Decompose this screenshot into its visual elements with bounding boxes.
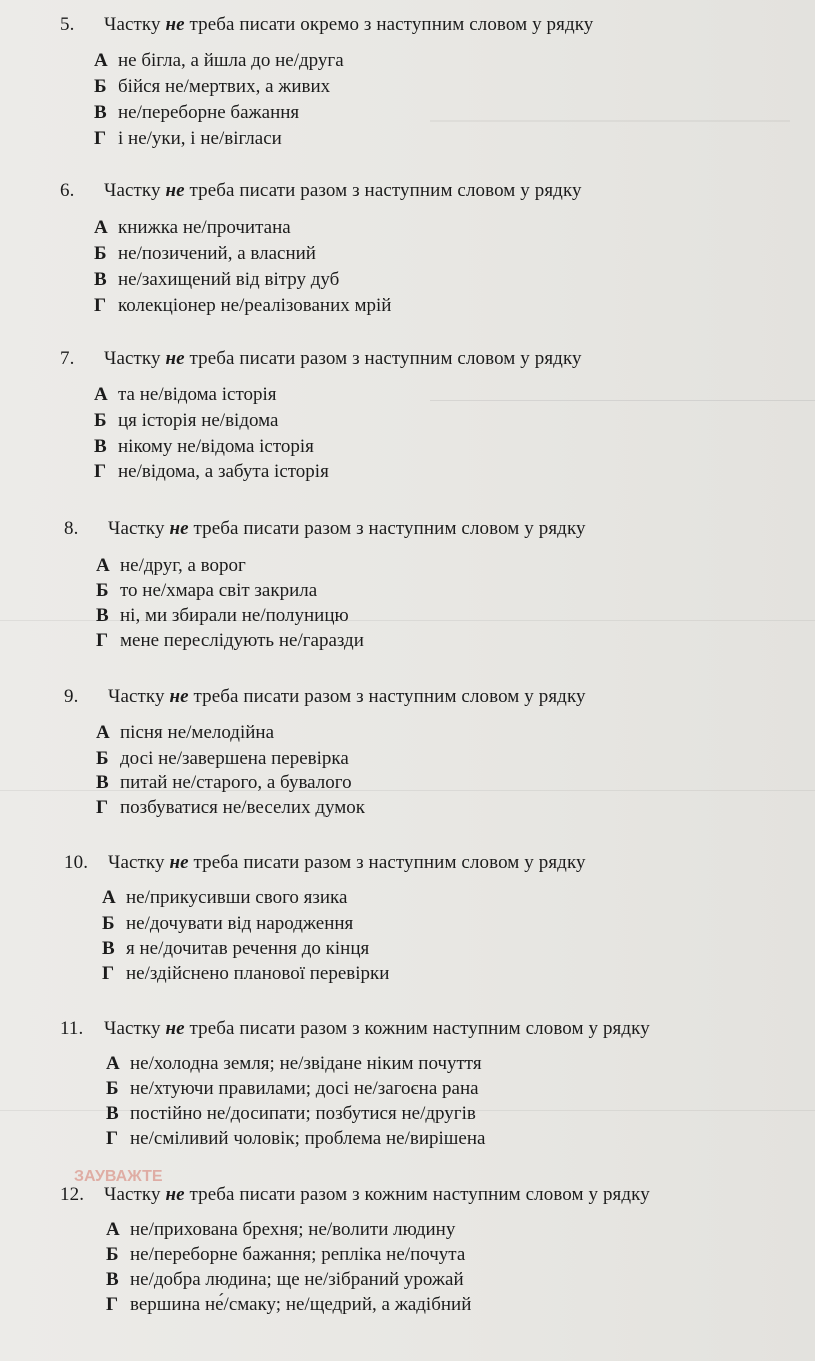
- option-text: та не/відома історія: [118, 384, 277, 405]
- option-text: бійся не/мертвих, а живих: [118, 76, 331, 97]
- option-g[interactable]: [94, 295, 391, 317]
- question-number: 10.: [64, 852, 89, 873]
- option-letter: А: [94, 217, 108, 238]
- question-lead: Частку: [108, 518, 170, 539]
- option-letter: Б: [94, 76, 107, 97]
- option-letter: А: [96, 555, 110, 576]
- option-text: не/захищений від вітру дуб: [118, 269, 340, 290]
- option-a[interactable]: [94, 217, 291, 239]
- particle-ne: не: [165, 348, 185, 369]
- option-text: вершина не́/смаку; не/щедрий, а жадібний: [130, 1294, 472, 1315]
- option-letter: Г: [94, 128, 107, 149]
- question-number: 7.: [60, 348, 75, 369]
- question-number: 11.: [60, 1018, 84, 1039]
- option-letter: Б: [96, 748, 109, 769]
- particle-ne: не: [165, 1018, 185, 1039]
- option-letter: Г: [96, 630, 109, 651]
- question-lead: Частку: [104, 1018, 166, 1039]
- question-number: 12.: [60, 1184, 85, 1205]
- option-text: не/позичений, а власний: [118, 243, 316, 264]
- option-text: не/друг, а ворог: [120, 555, 246, 576]
- option-g[interactable]: [106, 1128, 485, 1150]
- option-text: не/відома, а забута історія: [118, 461, 329, 482]
- question-lead: Частку: [104, 348, 166, 369]
- question-rest: треба писати разом з наступним словом у рядку: [188, 852, 586, 873]
- option-v[interactable]: [96, 772, 352, 794]
- option-text: постійно не/досипати; позбутися не/другів: [130, 1103, 476, 1124]
- question-12-heading: [60, 1184, 650, 1206]
- option-text: не/здійснено планової перевірки: [126, 963, 390, 984]
- option-text: не/переборне бажання: [118, 102, 300, 123]
- option-b[interactable]: [94, 410, 278, 432]
- option-letter: В: [96, 605, 109, 626]
- option-letter: Г: [106, 1294, 119, 1315]
- question-rest: треба писати разом з наступним словом у рядку: [188, 686, 586, 707]
- option-v[interactable]: [94, 102, 299, 124]
- option-letter: Б: [94, 243, 107, 264]
- particle-ne: не: [165, 1184, 185, 1205]
- option-b[interactable]: [96, 580, 317, 602]
- question-rest: треба писати разом з наступним словом у рядку: [184, 348, 582, 369]
- option-text: не/сміливий чоловік; проблема не/вирішена: [130, 1128, 486, 1149]
- option-letter: А: [106, 1219, 120, 1240]
- question-8-heading: [64, 518, 586, 540]
- option-a[interactable]: [96, 555, 246, 577]
- option-letter: В: [94, 436, 107, 457]
- option-a[interactable]: [102, 887, 347, 909]
- option-text: не/холодна земля; не/звідане ніким почуття: [130, 1053, 482, 1074]
- option-text: і не/уки, і не/вігласи: [118, 128, 282, 149]
- option-letter: Г: [106, 1128, 119, 1149]
- question-lead: Частку: [104, 14, 166, 35]
- option-letter: В: [106, 1269, 119, 1290]
- option-text: ні, ми збирали не/полуницю: [120, 605, 349, 626]
- question-rest: треба писати разом з кожним наступним словом у рядку: [184, 1018, 650, 1039]
- option-letter: Б: [94, 410, 107, 431]
- option-letter: Г: [94, 461, 107, 482]
- option-letter: Б: [96, 580, 109, 601]
- option-text: не/переборне бажання; репліка не/почута: [130, 1244, 466, 1265]
- option-text: нікому не/відома історія: [118, 436, 314, 457]
- option-letter: Б: [106, 1244, 119, 1265]
- option-letter: В: [106, 1103, 119, 1124]
- option-g[interactable]: [106, 1294, 471, 1316]
- option-letter: Б: [102, 913, 115, 934]
- question-lead: Частку: [104, 1184, 166, 1205]
- option-text: не/добра людина; ще не/зібраний урожай: [130, 1269, 464, 1290]
- option-text: книжка не/прочитана: [118, 217, 291, 238]
- option-text: не/прикусивши свого язика: [126, 887, 348, 908]
- option-letter: В: [94, 269, 107, 290]
- option-letter: А: [96, 722, 110, 743]
- option-g[interactable]: [96, 630, 364, 652]
- option-text: не/дочувати від народження: [126, 913, 354, 934]
- question-rest: треба писати разом з кожним наступним словом у рядку: [184, 1184, 650, 1205]
- question-11-heading: [60, 1018, 650, 1040]
- question-lead: Частку: [108, 686, 170, 707]
- option-text: питай не/старого, а бувалого: [120, 772, 352, 793]
- option-text: не/прихована брехня; не/волити людину: [130, 1219, 456, 1240]
- question-rest: треба писати разом з наступним словом у рядку: [188, 518, 586, 539]
- option-a[interactable]: [96, 722, 274, 744]
- question-10-heading: [64, 852, 586, 874]
- option-v[interactable]: [106, 1269, 464, 1291]
- option-v[interactable]: [94, 436, 314, 458]
- option-text: досі не/завершена перевірка: [120, 748, 349, 769]
- option-text: колекціонер не/реалізованих мрій: [118, 295, 392, 316]
- question-rest: треба писати окремо з наступним словом у рядку: [184, 14, 594, 35]
- option-b[interactable]: [106, 1244, 465, 1266]
- option-b[interactable]: [106, 1078, 479, 1100]
- option-letter: Г: [94, 295, 107, 316]
- option-text: не бігла, а йшла до не/друга: [118, 50, 344, 71]
- particle-ne: не: [169, 852, 189, 873]
- particle-ne: не: [169, 518, 189, 539]
- option-a[interactable]: [106, 1053, 482, 1075]
- option-letter: В: [102, 938, 115, 959]
- option-b[interactable]: [96, 748, 349, 770]
- option-g[interactable]: [96, 797, 365, 819]
- particle-ne: не: [165, 14, 185, 35]
- option-text: я не/дочитав речення до кінця: [126, 938, 370, 959]
- option-v[interactable]: [106, 1103, 476, 1125]
- option-v[interactable]: [94, 269, 339, 291]
- option-letter: В: [96, 772, 109, 793]
- question-5-heading: [60, 14, 593, 36]
- question-number: 6.: [60, 180, 75, 201]
- option-letter: А: [106, 1053, 120, 1074]
- option-text: не/хтуючи правилами; досі не/загоєна рана: [130, 1078, 479, 1099]
- question-lead: Частку: [108, 852, 170, 873]
- particle-ne: не: [169, 686, 189, 707]
- option-v[interactable]: [96, 605, 349, 627]
- option-letter: А: [94, 50, 108, 71]
- question-rest: треба писати разом з наступним словом у рядку: [184, 180, 582, 201]
- question-6-heading: [60, 180, 582, 202]
- option-g[interactable]: [94, 461, 329, 483]
- option-b[interactable]: [94, 76, 330, 98]
- option-text: позбуватися не/веселих думок: [120, 797, 365, 818]
- question-number: 9.: [64, 686, 79, 707]
- option-text: мене переслідують не/гаразди: [120, 630, 364, 651]
- question-number: 5.: [60, 14, 75, 35]
- option-g[interactable]: [102, 963, 389, 985]
- note-label: ЗАУВАЖТЕ: [74, 1168, 163, 1185]
- option-a[interactable]: [94, 384, 277, 406]
- option-letter: А: [94, 384, 108, 405]
- particle-ne: не: [165, 180, 185, 201]
- option-a[interactable]: [106, 1219, 455, 1241]
- option-text: ця історія не/відома: [118, 410, 279, 431]
- option-v[interactable]: [102, 938, 369, 960]
- option-a[interactable]: [94, 50, 344, 72]
- option-g[interactable]: [94, 128, 282, 150]
- option-letter: Б: [106, 1078, 119, 1099]
- option-letter: В: [94, 102, 107, 123]
- option-letter: Г: [96, 797, 109, 818]
- option-text: то не/хмара світ закрила: [120, 580, 318, 601]
- option-b[interactable]: [94, 243, 316, 265]
- question-number: 8.: [64, 518, 79, 539]
- option-text: пісня не/мелодійна: [120, 722, 275, 743]
- option-letter: Г: [102, 963, 115, 984]
- option-letter: А: [102, 887, 116, 908]
- option-b[interactable]: [102, 913, 353, 935]
- question-lead: Частку: [104, 180, 166, 201]
- question-9-heading: [64, 686, 586, 708]
- question-7-heading: [60, 348, 582, 370]
